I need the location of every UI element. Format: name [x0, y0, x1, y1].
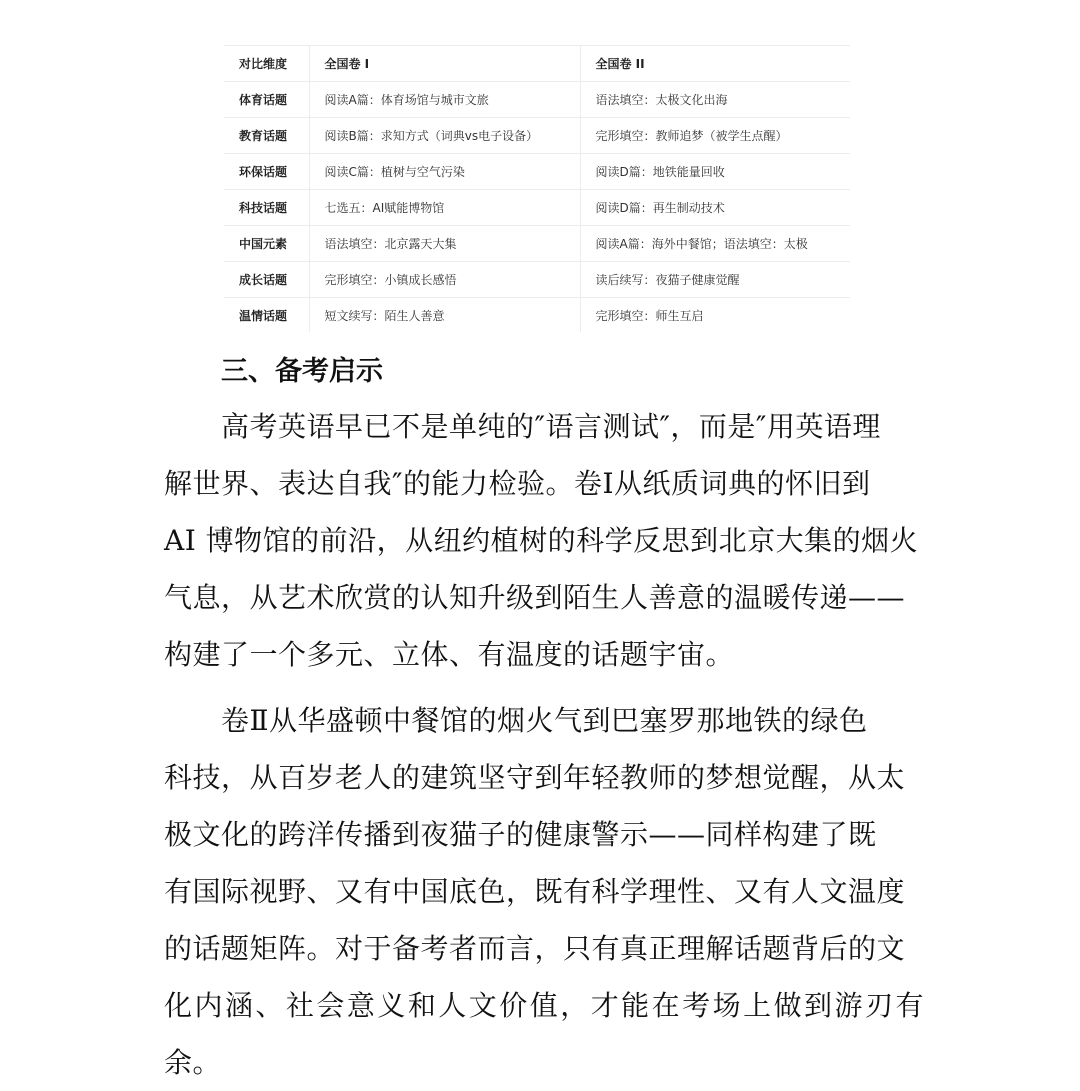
row-dimension-cell: 科技话题 — [224, 190, 309, 226]
article-body — [164, 346, 924, 1091]
paper-1-cell: 七选五：AI赋能博物馆 — [309, 190, 580, 226]
paragraph-line: 有国际视野、又有中国底色，既有科学理性、又有人文温度 — [164, 875, 906, 908]
paragraph-paper-2-summary — [164, 692, 924, 1091]
topic-comparison-table — [224, 45, 850, 332]
table-row — [224, 226, 850, 262]
paper-2-cell: 语法填空：太极文化出海 — [580, 82, 850, 118]
column-header-paper-1: 全国卷 I — [309, 46, 580, 82]
row-dimension-cell: 教育话题 — [224, 118, 309, 154]
paragraph-line: 的话题矩阵。对于备考者而言，只有真正理解话题背后的文 — [164, 932, 906, 965]
table-row — [224, 190, 850, 226]
paper-2-cell: 完形填空：师生互启 — [595, 309, 704, 323]
paper-2-cell: 阅读D篇：再生制动技术 — [580, 190, 850, 226]
row-dimension-cell: 体育话题 — [224, 82, 309, 118]
paragraph-line: AI 博物馆的前沿，从纽约植树的科学反思到北京大集的烟火 — [164, 524, 919, 557]
paragraph-line: 化内涵、社会意义和人文价值，才能在考场上做到游刃有余。 — [164, 989, 924, 1079]
paper-1-cell: 阅读A篇：体育场馆与城市文旅 — [309, 82, 580, 118]
paper-2-cell: 完形填空：教师追梦（被学生点醒） — [580, 118, 850, 154]
section-heading: 三、备考启示 — [221, 356, 383, 387]
paragraph-line: 卷Ⅱ从华盛顿中餐馆的烟火气到巴塞罗那地铁的绿色 — [221, 704, 868, 737]
paper-1-cell: 完形填空：小镇成长感悟 — [309, 262, 580, 298]
paragraph-line: 解世界、表达自我″的能力检验。卷Ⅰ从纸质词典的怀旧到 — [164, 467, 871, 500]
row-dimension-cell: 成长话题 — [224, 262, 309, 298]
paper-1-cell: 阅读C篇：植树与空气污染 — [309, 154, 580, 190]
paragraph-line: 构建了一个多元、立体、有温度的话题宇宙。 — [164, 638, 735, 671]
paragraph-line: 极文化的跨洋传播到夜猫子的健康警示——同样构建了既 — [164, 818, 877, 851]
table-row — [224, 154, 850, 190]
paragraph-paper-1-summary — [164, 398, 924, 683]
topic-comparison-table-image — [224, 45, 850, 332]
row-dimension-cell: 温情话题 — [224, 298, 309, 333]
table-row — [224, 262, 850, 298]
column-header-dimension: 对比维度 — [224, 46, 309, 82]
paper-2-cell: 读后续写：夜猫子健康觉醒 — [580, 262, 850, 298]
paper-1-cell: 语法填空：北京露天大集 — [309, 226, 580, 262]
table-row — [224, 118, 850, 154]
paper-2-cell: 阅读D篇：地铁能量回收 — [580, 154, 850, 190]
paper-1-cell: 阅读B篇：求知方式（词典vs电子设备） — [309, 118, 580, 154]
table-row — [224, 298, 850, 333]
table-header-row — [224, 46, 850, 82]
column-header-paper-2: 全国卷 II — [580, 46, 850, 82]
row-dimension-cell: 中国元素 — [224, 226, 309, 262]
paper-2-cell: 阅读A篇：海外中餐馆；语法填空：太极 — [580, 226, 850, 262]
paragraph-line: 科技，从百岁老人的建筑坚守到年轻教师的梦想觉醒，从太 — [164, 761, 906, 794]
paragraph-line: 高考英语早已不是单纯的″语言测试″，而是″用英语理 — [221, 410, 881, 443]
table-row — [224, 82, 850, 118]
row-dimension-cell: 环保话题 — [224, 154, 309, 190]
paper-1-cell: 短文续写：陌生人善意 — [309, 298, 580, 333]
paragraph-line: 气息，从艺术欣赏的认知升级到陌生人善意的温暖传递—— — [164, 581, 906, 614]
